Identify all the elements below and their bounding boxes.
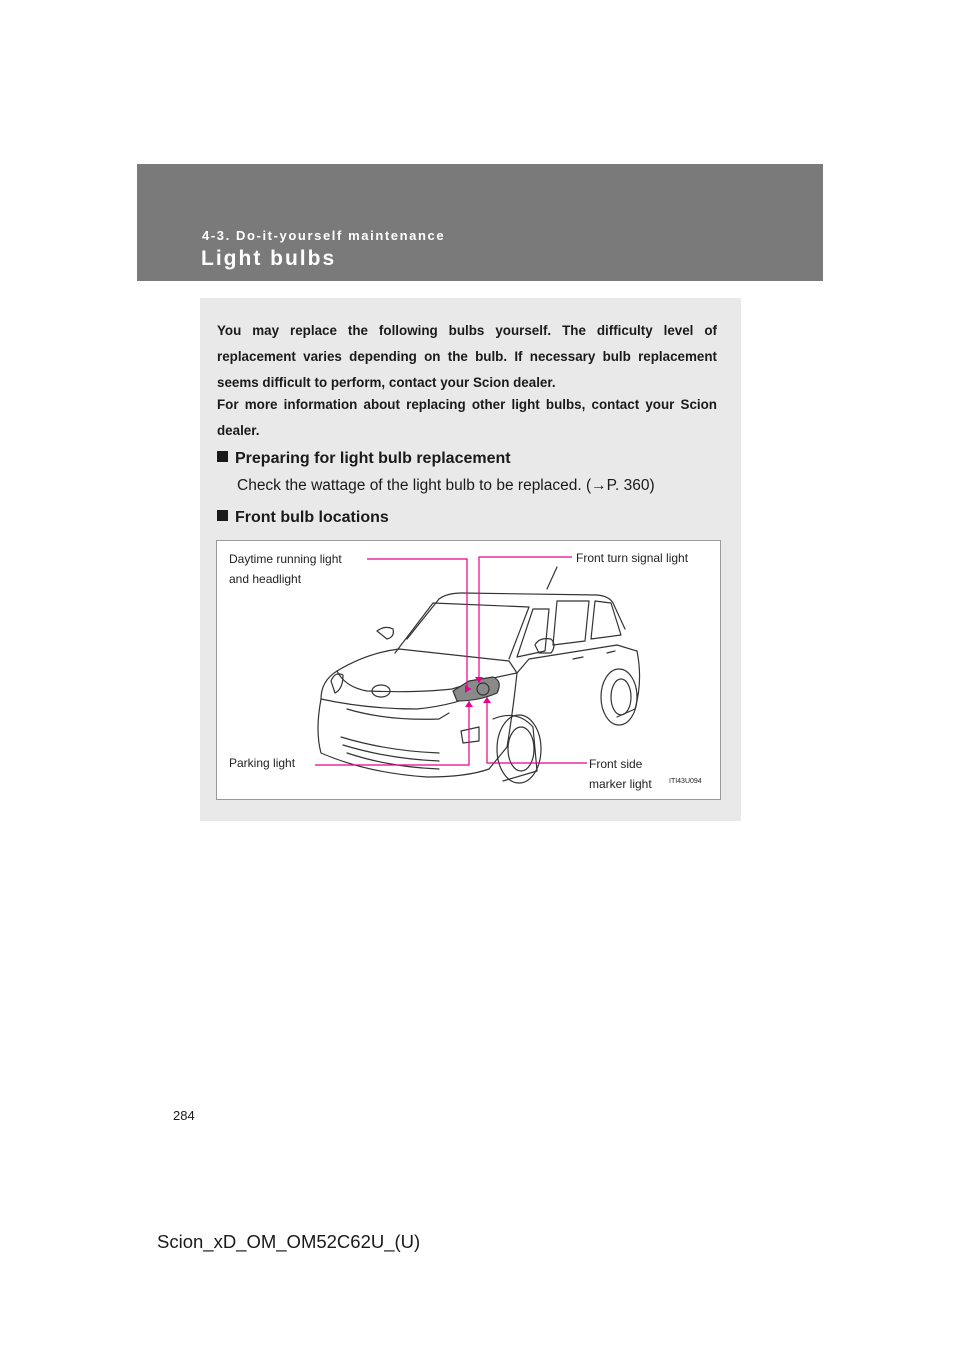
callout-marker-line2: marker light xyxy=(589,777,652,791)
intro-paragraph-1: You may replace the following bulbs yourself. The difficulty level of replacement varies depending on the bulb. If necessary bulb replacement seems difficult to perform, contact your Scion dealer. xyxy=(217,323,717,390)
content-box xyxy=(200,298,741,821)
subheading-preparing-text: Preparing for light bulb replacement xyxy=(235,450,511,467)
page-title: Light bulbs xyxy=(201,247,337,270)
callout-drl-line2: and headlight xyxy=(229,572,302,586)
subheading-front-bulbs-text: Front bulb locations xyxy=(235,509,389,526)
callout-drl-line1: Daytime running light xyxy=(229,552,342,566)
callout-parking: Parking light xyxy=(229,756,296,770)
callout-marker-line1: Front side xyxy=(589,757,643,771)
document-id: Scion_xD_OM_OM52C62U_(U) xyxy=(157,1231,421,1252)
subheading-preparing xyxy=(217,450,511,468)
square-bullet-icon xyxy=(217,510,228,521)
callout-turn-signal: Front turn signal light xyxy=(576,551,689,565)
subheading-front-bulbs xyxy=(217,509,389,527)
intro-paragraph-2: For more information about replacing other light bulbs, contact your Scion dealer. xyxy=(217,397,717,438)
section-label: 4-3. Do-it-yourself maintenance xyxy=(202,228,446,243)
front-bulb-figure xyxy=(216,540,721,800)
preparing-instruction: Check the wattage of the light bulb to be replaced. (→P. 360) xyxy=(237,477,655,494)
header-band xyxy=(137,164,823,281)
page-number: 284 xyxy=(173,1108,195,1123)
square-bullet-icon xyxy=(217,451,228,462)
figure-code: ITI43U094 xyxy=(669,778,702,785)
